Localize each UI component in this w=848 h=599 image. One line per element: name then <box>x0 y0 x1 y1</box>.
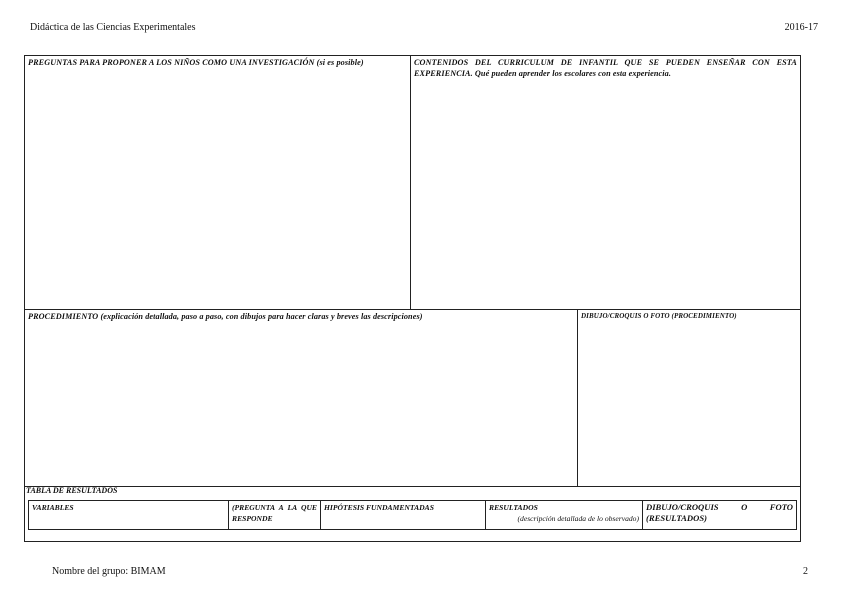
procedure-sketch-section <box>577 309 801 487</box>
academic-year: 2016-17 <box>784 22 818 33</box>
results-table-title: TABLA DE RESULTADOS <box>26 486 118 495</box>
group-name: Nombre del grupo: BIMAM <box>52 566 166 577</box>
questions-heading <box>25 56 410 69</box>
column-hypotheses <box>320 500 486 530</box>
procedure-title: PROCEDIMIENTO <box>28 312 99 321</box>
document-subject: Didáctica de las Ciencias Experimentales <box>30 22 196 33</box>
column-question-label: (PREGUNTA A LA QUE RESPONDE <box>232 503 317 523</box>
contents-section <box>410 55 801 310</box>
procedure-note: (explicación detallada, paso a paso, con dibujos para hacer claras y breves las descripciones) <box>100 312 423 321</box>
procedure-sketch-title: DIBUJO/CROQUIS O FOTO (PROCEDIMIENTO) <box>581 312 737 320</box>
column-sketch <box>642 500 797 530</box>
questions-section <box>24 55 411 310</box>
page-number: 2 <box>803 566 808 577</box>
contents-note: Qué pueden aprender los escolares con esta experiencia. <box>474 69 671 78</box>
procedure-heading <box>25 310 577 323</box>
questions-title: PREGUNTAS PARA PROPONER A LOS NIÑOS COMO UNA INVESTIGACIÓN <box>28 58 315 67</box>
contents-title: CONTENIDOS DEL CURRICULUM DE INFANTIL QUE SE PUEDEN ENSEÑAR CON ESTA EXPERIENCIA. <box>414 58 797 78</box>
procedure-section <box>24 309 578 487</box>
questions-note: (si es posible) <box>316 58 364 67</box>
column-sketch-label: DIBUJO/CROQUIS O FOTO (RESULTADOS) <box>646 502 793 523</box>
column-results <box>485 500 643 530</box>
contents-heading <box>411 56 800 80</box>
column-results-note: (descripción detallada de lo observado) <box>517 514 639 523</box>
column-hypotheses-label: HIPÓTESIS FUNDAMENTADAS <box>324 503 434 512</box>
column-results-label: RESULTADOS <box>489 503 538 512</box>
column-variables <box>28 500 229 530</box>
column-question <box>228 500 321 530</box>
column-variables-label: VARIABLES <box>32 503 74 512</box>
